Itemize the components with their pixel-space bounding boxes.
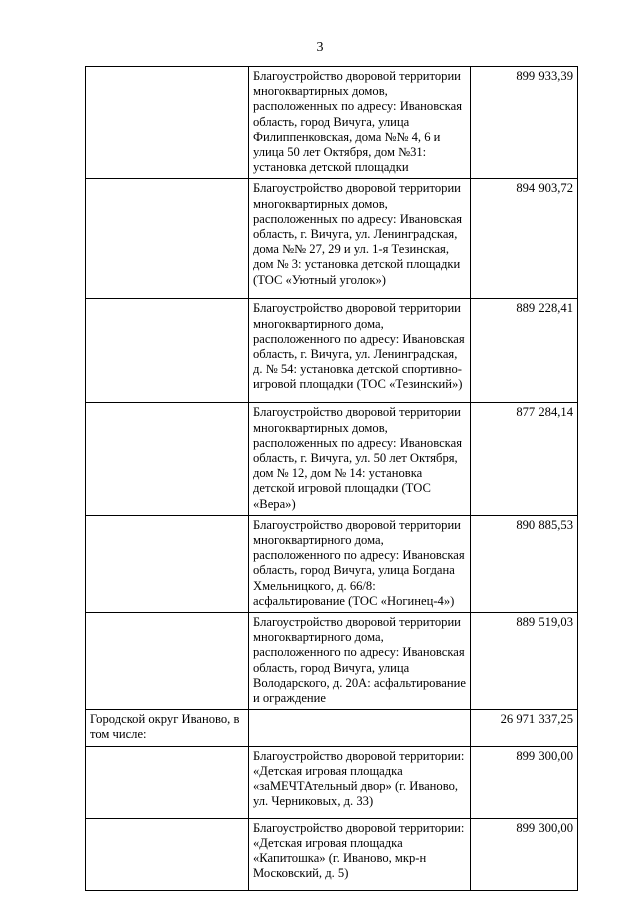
table-row	[86, 299, 578, 403]
amount-cell: 890 885,53	[471, 515, 578, 612]
description-cell: Благоустройство дворовой территории многоквартирного дома, расположенного по адресу: Ивановская область, г. Вичуга, ул. Ленинградская, д. № 54: установка детской спортивно-игровой площадки (ТОС «Тезинский»)	[249, 299, 471, 403]
description-cell: Благоустройство дворовой территории многоквартирных домов, расположенных по адресу: Ивановская область, г. Вичуга, ул. 50 лет Октября, дом № 12, дом № 14: установка детской игровой площадки (ТОС «Вера»)	[249, 403, 471, 515]
description-cell: Благоустройство дворовой территории многоквартирных домов, расположенных по адресу: Ивановская область, город Вичуга, улица Филиппенковская, дома №№ 4, 6 и улица 50 лет Октября, дом №31: установка детской площадки	[249, 67, 471, 179]
table-row	[86, 179, 578, 299]
amount-cell: 889 228,41	[471, 299, 578, 403]
amount-cell: 899 933,39	[471, 67, 578, 179]
table-row	[86, 403, 578, 515]
table-row	[86, 67, 578, 179]
description-cell: Благоустройство дворовой территории: «Детская игровая площадка «заМЕЧТАтельный двор» (г. Иваново, ул. Черниковых, д. 33)	[249, 746, 471, 818]
amount-cell: 889 519,03	[471, 613, 578, 710]
municipality-cell	[86, 179, 249, 299]
amount-cell: 894 903,72	[471, 179, 578, 299]
description-cell: Благоустройство дворовой территории многоквартирного дома, расположенного по адресу: Ивановская область, город Вичуга, улица Володарского, д. 20А: асфальтирование и ограждение	[249, 613, 471, 710]
amount-cell: 899 300,00	[471, 818, 578, 890]
municipality-cell: Городской округ Иваново, в том числе:	[86, 710, 249, 746]
municipality-cell	[86, 67, 249, 179]
description-cell: Благоустройство дворовой территории: «Детская игровая площадка «Капитошка» (г. Иваново, мкр-н Московский, д. 5)	[249, 818, 471, 890]
municipality-cell	[86, 613, 249, 710]
table-row	[86, 710, 578, 746]
amount-cell: 899 300,00	[471, 746, 578, 818]
description-cell	[249, 710, 471, 746]
table-row	[86, 613, 578, 710]
table-row	[86, 515, 578, 612]
funding-table	[85, 66, 578, 891]
amount-cell: 26 971 337,25	[471, 710, 578, 746]
municipality-cell	[86, 299, 249, 403]
municipality-cell	[86, 403, 249, 515]
municipality-cell	[86, 515, 249, 612]
description-cell: Благоустройство дворовой территории многоквартирного дома, расположенного по адресу: Ивановская область, город Вичуга, улица Богдана Хмельницкого, д. 66/8: асфальтирование (ТОС «Ногинец-4»)	[249, 515, 471, 612]
page-number: 3	[316, 40, 324, 55]
municipality-cell	[86, 818, 249, 890]
amount-cell: 877 284,14	[471, 403, 578, 515]
municipality-cell	[86, 746, 249, 818]
table-row	[86, 818, 578, 890]
table-row	[86, 746, 578, 818]
description-cell: Благоустройство дворовой территории многоквартирных домов, расположенных по адресу: Ивановская область, г. Вичуга, ул. Ленинградская, дома №№ 27, 29 и ул. 1-я Тезинская, дом № 3: установка детской площадки (ТОС «Уютный уголок»)	[249, 179, 471, 299]
